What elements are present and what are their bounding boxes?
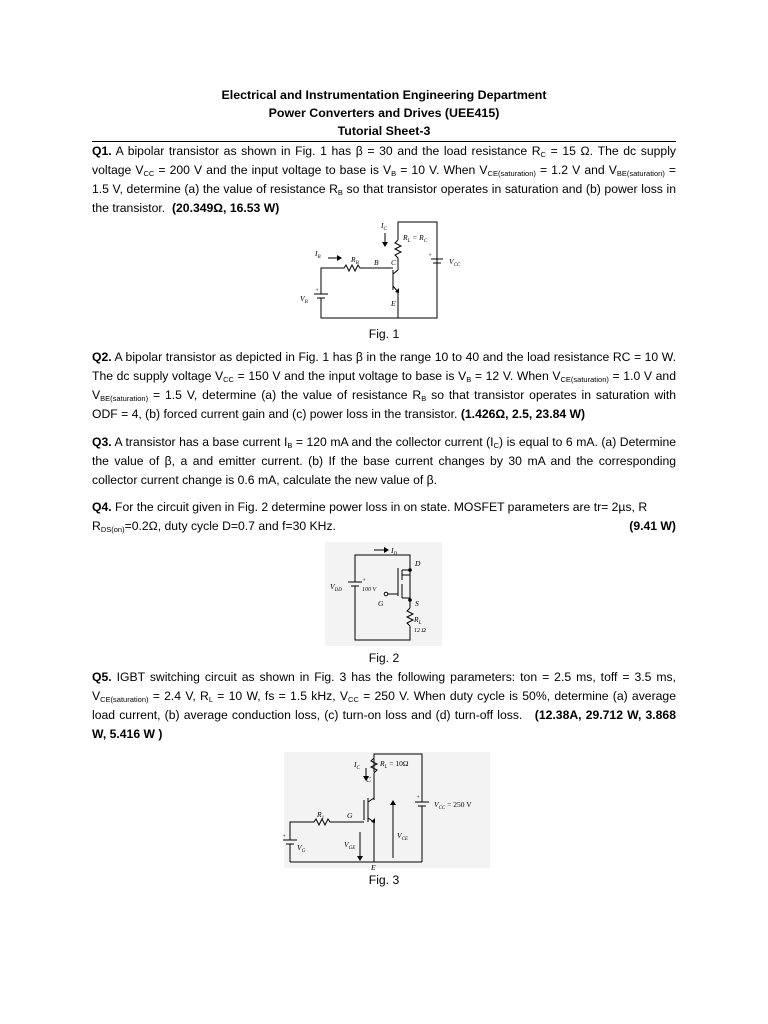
fig3-rl-label: $R_L = 10\Omega$ [380,759,409,770]
fig2-g-label: G [378,599,384,608]
q1-text: so that transistor operates in saturation and (b) power loss in the transistor. [92,182,677,215]
q2-sub: B [421,394,427,403]
q1-sub: C [540,150,546,159]
fig1-e-label: E [391,299,396,308]
q1-text: = 1.5 V, determine (a) the value of resistance R [92,163,676,196]
q5-text: = 250 V. When duty cycle is 50%, determine (a) average load current, (b) average conduction loss, (c) turn-on loss and (d) turn-off loss. [92,689,676,722]
q5-sub: CE(saturation) [100,695,149,704]
q2-text: = 1.0 V and V [92,369,676,402]
q1-sub: CC [143,169,155,178]
q5-text: = 10 W, fs = 1.5 kHz, V [212,689,349,703]
question-3 [92,433,676,490]
q1-text: = 15 Ω. The dc supply voltage V [92,144,677,177]
fig2-vdd-label: $V_{DD}$ [330,582,342,593]
q2-text: = 1.5 V, determine (a) the value of resistance R [148,388,422,402]
fig1-vcc-plus: + [428,253,433,259]
fig2-rl-label: $R_L$ [414,615,422,626]
q5-text: = 2.4 V, R [148,689,209,703]
figure-3-caption: Fig. 3 [368,873,400,887]
q1-sub: CE(saturation) [487,169,536,178]
question-5 [92,668,676,744]
question-2-number: Q2. [92,350,112,364]
fig2-plus: + [362,578,367,584]
q3-text: ) is equal to 6 mA. (a) Determine the value of β, a and emitter current. (b) If the base current changes by 30 mA and the corresponding collector current change is 0.6 mA, calculate the new value of β. [92,435,677,487]
question-5-answer: (12.38A, 29.712 W, 3.868 W, 5.416 W ) [92,708,676,741]
question-1-number: Q1. [92,144,112,158]
q2-text: = 12 V. When V [471,369,561,383]
question-4: Q4. For the circuit given in Fig. 2 determine power loss in on state. MOSFET parameters are tr= 2µs, R $R_{DS(on)}=0.2\Omega$, duty cycle D=0.7 and f=30 KHz. (9.41 W) [92,500,676,534]
fig1-ib-label: $I_B$ [315,249,321,260]
fig3-r1-label: $R_1$ [317,810,325,821]
q1-text: = 10 V. When V [396,163,488,177]
q3-sub: B [287,441,293,450]
q1-text: = 1.2 V and V [535,163,617,177]
q2-text: A bipolar transistor as depicted in Fig. 1 has β in the range 10 to 40 and the load resistance RC = 10 W. The dc supply voltage V [92,350,676,383]
question-2 [92,348,676,424]
fig3-vce-label: $V_{CE}$ [397,831,408,842]
q3-text: = 120 mA and the collector current (I [292,435,494,449]
fig3-ic-label: $I_C$ [354,760,360,771]
fig2-100v-label: 100 V [362,587,377,593]
fig2-d-label: D [415,559,421,568]
fig3-vg-label: $V_G$ [297,843,306,854]
q1-sub: BE(saturation) [616,169,665,178]
fig3-vg-plus: + [282,834,287,840]
fig1-rl-label: $R_L = R_C$ [403,233,428,244]
q1-text: A bipolar transistor as shown in Fig. 1 has β = 30 and the load resistance R [111,144,541,158]
question-1 [92,142,676,218]
q1-sub: B [337,188,343,197]
figure-2-caption: Fig. 2 [368,651,400,665]
q4-text: For the circuit given in Fig. 2 determine power loss in on state. MOSFET parameters are tr= 2µs, R [111,500,648,514]
q3-text: A transistor has a base current I [111,435,288,449]
fig1-vcc-label: $V_{CC}$ [449,257,461,268]
sheet-title: Tutorial Sheet-3 [337,124,431,138]
q2-sub: CC [223,375,234,384]
q5-sub: CC [348,695,359,704]
question-4-number: Q4. [92,500,112,514]
q3-sub: C [493,441,499,450]
question-5-number: Q5. [92,670,112,684]
figure-3 [92,752,676,870]
fig1-rb-label: $R_B$ [351,255,359,266]
fig1-c-label: C [391,258,397,267]
fig3-vcc-plus: + [416,795,421,801]
q4-text: =0.2Ω, duty cycle D=0.7 and f=30 KHz. [124,519,336,533]
igbt-circuit-diagram [92,752,676,870]
fig3-g-label: G [347,811,353,820]
figure-1 [92,218,676,324]
q5-sub: L [208,695,213,704]
fig3-e-label: E [371,863,376,870]
fig3-c-label: C [366,775,372,784]
department-title: Electrical and Instrumentation Engineering Department [221,88,547,102]
q1-text: = 200 V and the input voltage to base is V [154,163,392,177]
fig2-12ohm-label: 12 Ω [414,628,426,634]
fig3-vge-label: $V_{GE}$ [344,840,356,851]
q2-text: so that transistor operates in saturation with ODF = 4, (b) forced current gain and (c) power loss in the transistor. [92,388,676,421]
fig1-vb-label: $V_B$ [300,294,308,305]
figure-2 [92,542,676,648]
question-3-number: Q3. [92,435,112,449]
q2-sub: B [466,375,472,384]
fig2-id-label: $I_D$ [391,546,398,557]
q2-sub: BE(saturation) [100,394,149,403]
bjt-circuit-diagram [92,218,676,324]
question-1-answer: (20.349Ω, 16.53 W) [171,201,280,215]
fig1-plus: + [315,288,320,294]
q4-sub: DS(on) [100,525,125,534]
q1-sub: B [391,169,397,178]
fig1-ic-label: $I_C$ [381,221,387,232]
q2-sub: CE(saturation) [560,375,609,384]
fig1-b-label: B [374,258,379,267]
question-2-answer: (1.426Ω, 2.5, 23.84 W) [460,407,586,421]
question-4-answer: (9.41 W) [629,519,676,533]
q5-text: IGBT switching circuit as shown in Fig. 3 has the following parameters: ton = 2.5 ms, toff = 3.5 ms, V [92,670,676,703]
fig3-vcc-label: $V_{CC} = 250$ V [434,800,472,811]
fig2-s-label: S [415,599,419,608]
q2-text: = 150 V and the input voltage to base is V [233,369,467,383]
course-title: Power Converters and Drives (UEE415) [268,106,500,120]
tutorial-sheet [92,86,676,888]
figure-1-caption: Fig. 1 [368,327,400,341]
mosfet-circuit-diagram [92,542,676,648]
